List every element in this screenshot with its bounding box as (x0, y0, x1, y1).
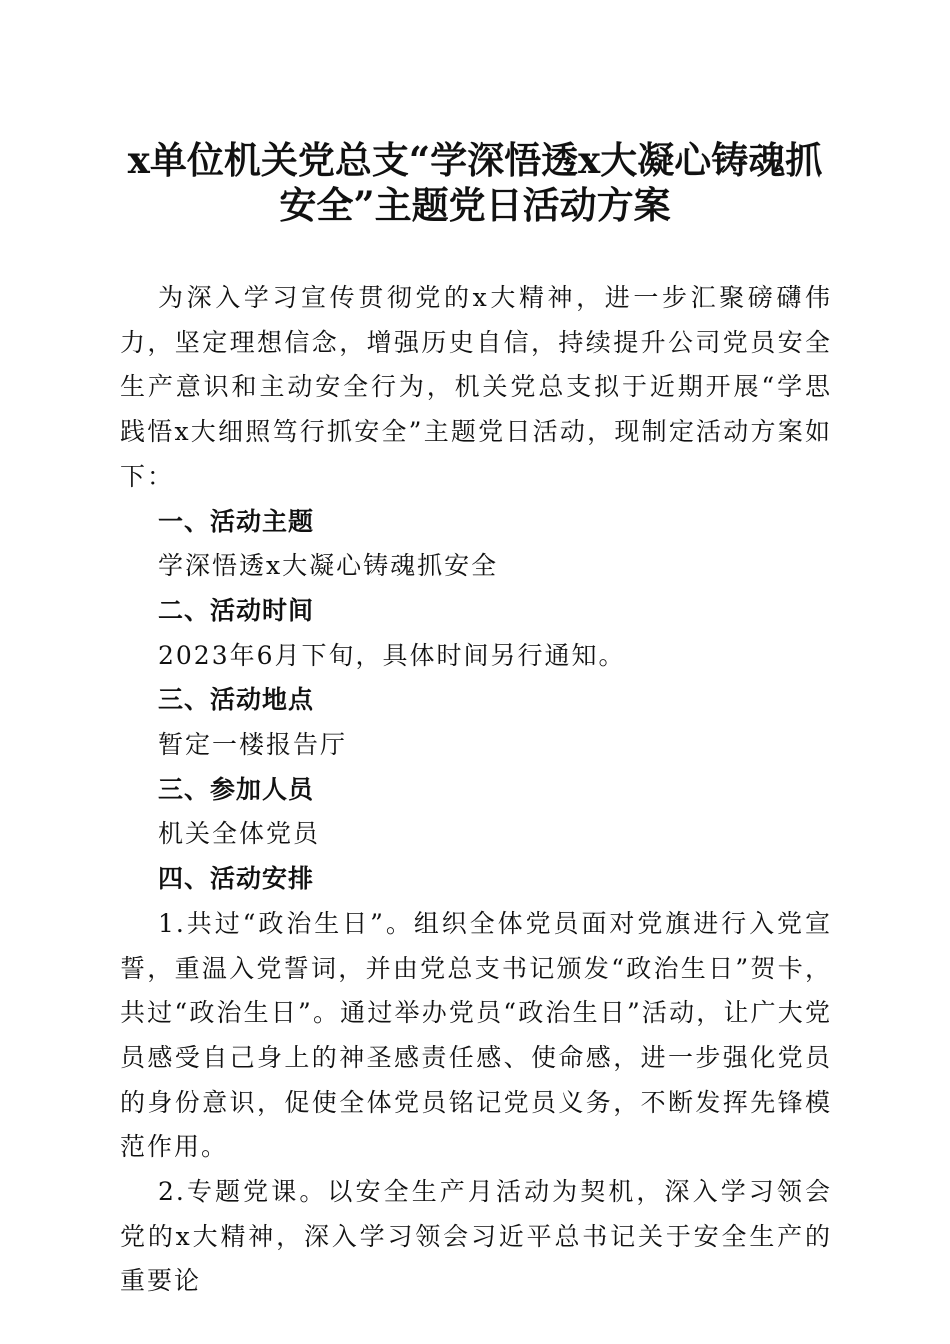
title-line-1: x单位机关党总支“学深悟透x大凝心铸魂抓 (127, 138, 823, 182)
section-heading-location: 三、活动地点 (158, 685, 315, 715)
document-body (120, 276, 832, 1304)
section-text-participants: 机关全体党员 (158, 819, 321, 849)
section-text-time: 2023年6月下旬，具体时间另行通知。 (158, 640, 626, 670)
section-text-location: 暂定一楼报告厅 (158, 730, 348, 760)
section-text-theme: 学深悟透x大凝心铸魂抓安全 (158, 551, 499, 581)
arrangement-item-1: 1.共过“政治生日”。组织全体党员面对党旗进行入党宣誓，重温入党誓词，并由党总支书记颁发“政治生日”贺卡，共过“政治生日”。通过举办党员“政治生日”活动，让广大党员感受自己身上的神圣感责任感、使命感，进一步强化党员的身份意识，促使全体党员铭记党员义务，不断发挥先锋模范作用。 (120, 908, 832, 1162)
title-line-2: 安全”主题党日活动方案 (279, 183, 671, 227)
section-heading-time: 二、活动时间 (158, 595, 315, 625)
intro-paragraph: 为深入学习宣传贯彻党的x大精神，进一步汇聚磅礴伟力，坚定理想信念，增强历史自信，持续提升公司党员安全生产意识和主动安全行为，机关党总支拟于近期开展“学思践悟x大细照笃行抓安全”主题党日活动，现制定活动方案如下： (120, 283, 832, 491)
section-heading-theme: 一、活动主题 (158, 506, 315, 536)
section-heading-arrangement: 四、活动安排 (158, 864, 315, 894)
document-title (100, 138, 850, 228)
section-heading-participants: 三、参加人员 (158, 774, 315, 804)
arrangement-item-2: 2.专题党课。以安全生产月活动为契机，深入学习领会党的x大精神，深入学习领会习近平总书记关于安全生产的重要论 (120, 1177, 832, 1296)
